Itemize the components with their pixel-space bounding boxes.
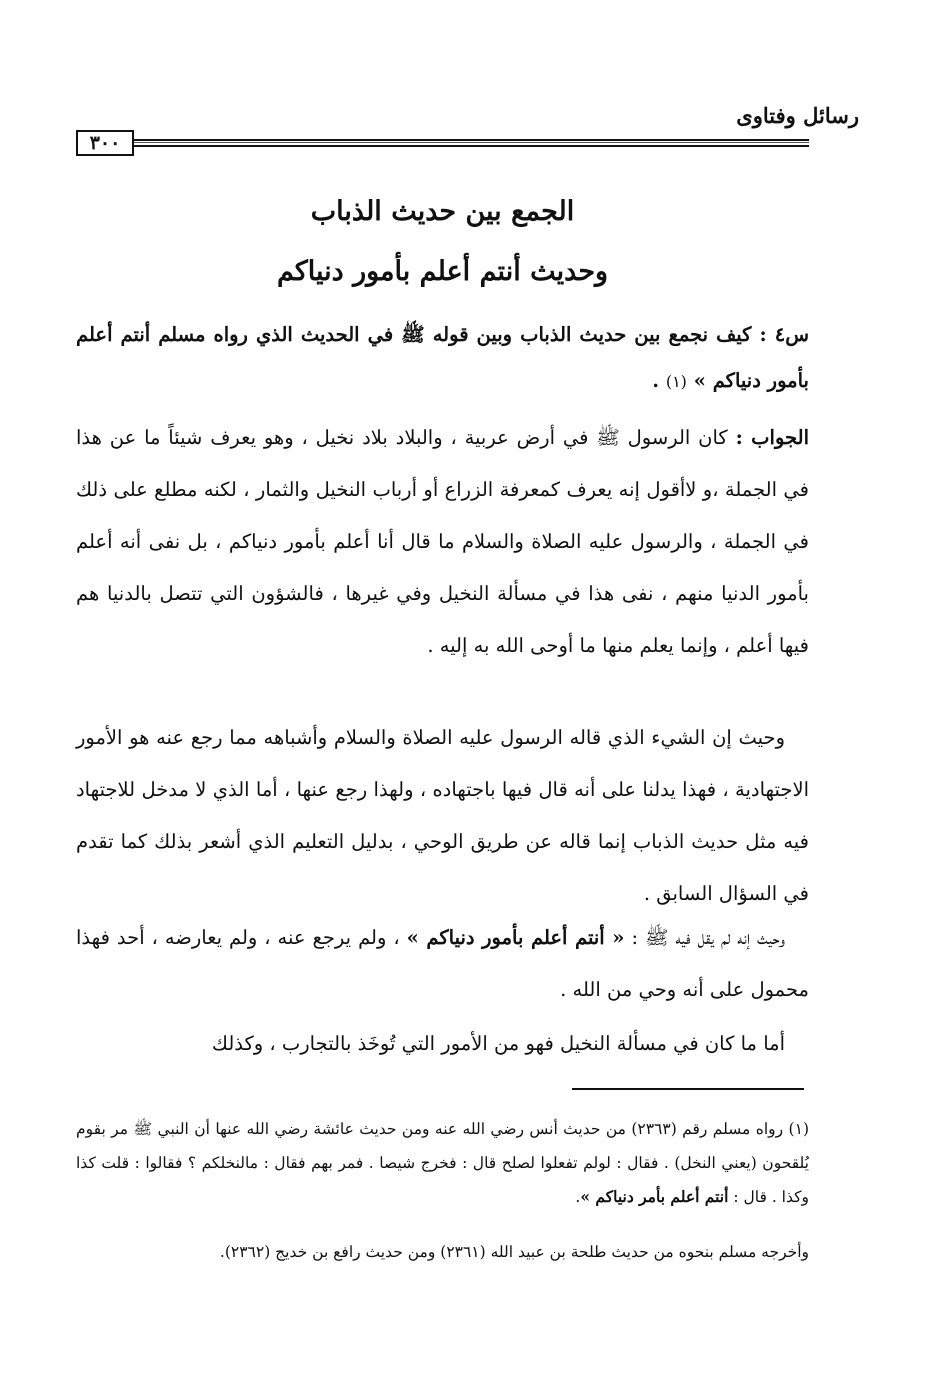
p3-quote: « أنتم أعلم بأمور دنياكم » — [406, 926, 625, 949]
question-label: س٤ : — [759, 323, 809, 346]
answer-paragraph-4: أما ما كان في مسألة النخيل فهو من الأمور التي تُوخَذ بالتجارب ، وكذلك — [211, 1032, 785, 1055]
answer-text-1: كان الرسول ﷺ في أرض عربية ، والبلاد بلاد نخيل ، وهو يعرف شيئاً ما عن هذا في الجملة ،و لاأقول إنه يعرف كمعرفة الزراع أو أرباب النخيل والثمار ، لكنه مطلع على ذلك في الجملة ، والرسول عليه الصلاة والسلام ما قال أنا أعلم بأمور دنياكم ، بل نفى أنه أعلم بأمور الدنيا منهم ، نفى هذا في مسألة النخيل وفي غيرها ، فالشؤون التي تتصل بالدنيا هم فيها أعلم ، وإنما يعلم منها ما أوحى الله به إليه . — [76, 426, 809, 657]
answer-paragraph-2: وحيث إن الشيء الذي قاله الرسول عليه الصلاة والسلام وأشباهه مما رجع عنه هو الأمور الاجتهادية ، فهذا يدلنا على أنه قال فيها باجتهاده ، ولهذا رجع عنها ، أما الذي لا مدخل للاجتهاد فيه مثل حديث الذباب إنما قاله عن طريق الوحي ، بدليل التعليم الذي أشعر بذلك كما تقدم في السؤال السابق . — [76, 726, 809, 905]
running-title: رسائل وفتاوى — [736, 103, 859, 128]
footnote-reference: (١) — [665, 372, 687, 391]
footnote-1-text: (١) رواه مسلم رقم (٢٣٦٣) من حديث أنس رضي الله عنه ومن حديث عائشة رضي الله عنها أن النبي ﷺ مر بقوم يُلقحون (يعني النخل) . فقال : لولم تفعلوا لصلح قال : فخرج شيصا . فمر بهم فقال : مالنخلكم ؟ فقالوا : قلت كذا وكذا . قال : — [76, 1120, 809, 1206]
answer-paragraph-1 — [76, 412, 809, 672]
question-paragraph — [76, 312, 809, 405]
footnote-1-end: . — [575, 1188, 581, 1206]
p3-after-quote: ، ولم يرجع عنه ، ولم يعارضه ، أحد فهذا محمول على أنه وحي من الله . — [76, 926, 809, 1001]
footnote-separator — [572, 1088, 804, 1090]
header-rule — [76, 130, 809, 158]
footnote-1-quote: أنتم أعلم بأمر دنياكم » — [580, 1187, 729, 1206]
question-end: . — [652, 369, 660, 392]
question-text: كيف نجمع بين حديث الذباب وبين قوله ﷺ في الحديث الذي رواه مسلم أنتم أعلم بأمور دنياكم » — [76, 323, 809, 392]
answer-label: الجواب : — [735, 426, 809, 449]
footnote-1-continuation: وأخرجه مسلم بنحوه من حديث طلحة بن عبيد الله (٢٣٦١) ومن حديث رافع بن خديج (٢٣٦٢). — [219, 1243, 809, 1261]
answer-paragraph-3 — [76, 912, 809, 1016]
footnote-1 — [76, 1112, 809, 1214]
p3-before-quote: وحيث إنه لم يقل فيه ﷺ : — [631, 926, 786, 949]
chapter-heading-line-1: الجمع بين حديث الذباب — [310, 196, 575, 227]
page-number: ٣٠٠ — [76, 130, 134, 156]
header-double-line — [76, 139, 809, 147]
chapter-heading-line-2: وحديث أنتم أعلم بأمور دنياكم — [276, 256, 609, 287]
